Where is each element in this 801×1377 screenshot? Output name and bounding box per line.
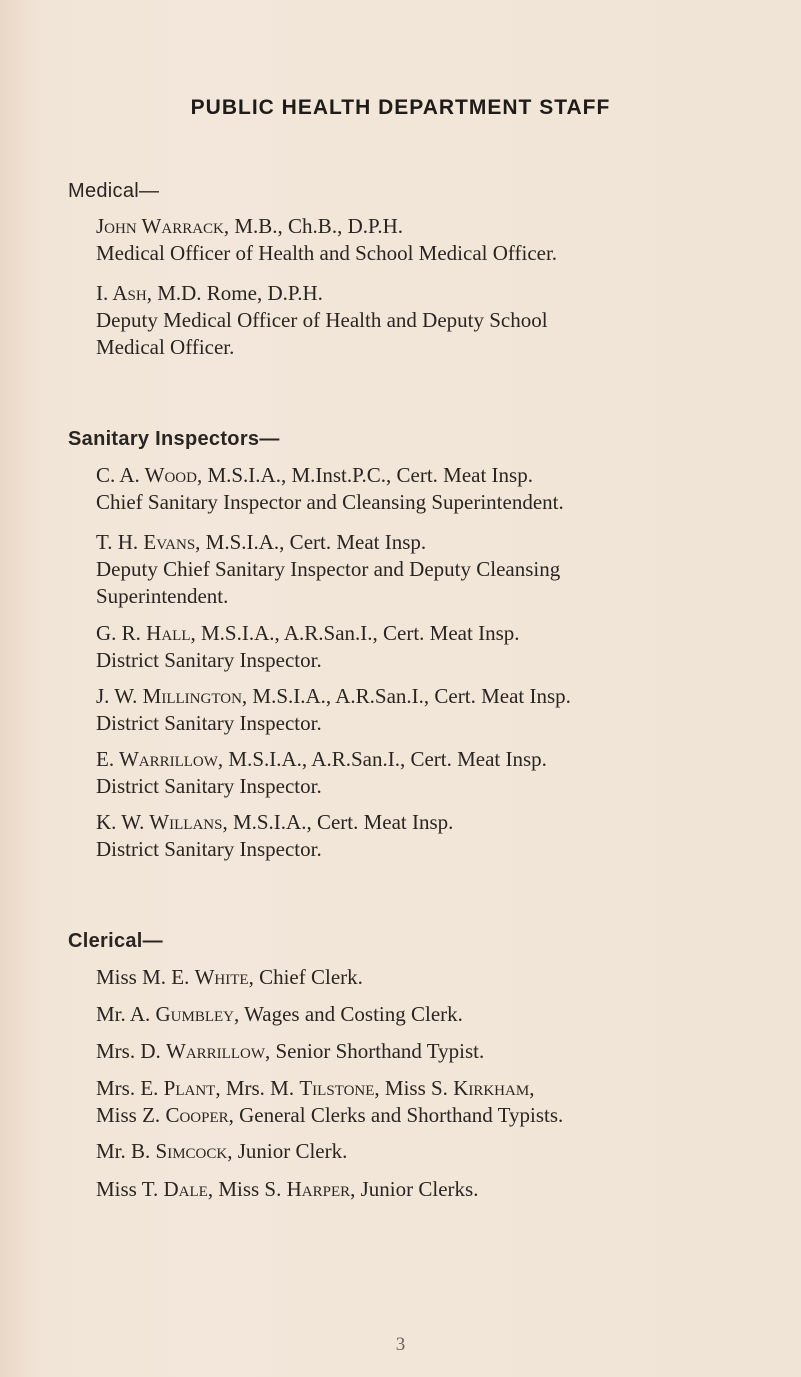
- staff-name: E. Warrillow: [96, 747, 218, 771]
- staff-role: , Junior Clerk.: [227, 1139, 348, 1163]
- staff-line: [96, 1038, 484, 1065]
- staff-entry: [96, 683, 571, 737]
- staff-entry: [96, 213, 557, 267]
- staff-qualifications: , M.S.I.A., Cert. Meat Insp.: [195, 530, 427, 554]
- staff-title: , Miss S.: [374, 1076, 454, 1100]
- staff-title: Miss T.: [96, 1177, 164, 1201]
- staff-name: John Warrack: [96, 214, 224, 238]
- staff-line: [96, 1075, 563, 1102]
- punctuation: ,: [529, 1076, 535, 1100]
- staff-title: Mr. B.: [96, 1139, 156, 1163]
- staff-line: [96, 1138, 347, 1165]
- staff-qualifications: , M.S.I.A., A.R.San.I., Cert. Meat Insp.: [190, 621, 520, 645]
- staff-name: Simcock: [155, 1139, 228, 1163]
- staff-name: K. W. Willans: [96, 810, 223, 834]
- staff-role: , Senior Shorthand Typist.: [265, 1039, 485, 1063]
- staff-line: [96, 1102, 563, 1129]
- staff-line: [96, 964, 363, 991]
- staff-qualifications: , M.S.I.A., M.Inst.P.C., Cert. Meat Insp.: [196, 463, 533, 487]
- staff-name: White: [194, 965, 249, 989]
- staff-entry: [96, 746, 547, 800]
- staff-name-line: [96, 529, 560, 556]
- staff-entry: [96, 1176, 478, 1203]
- staff-qualifications: , M.D. Rome, D.P.H.: [146, 281, 323, 305]
- staff-entry: [96, 1075, 563, 1129]
- staff-entry: [96, 280, 548, 361]
- staff-name: J. W. Millington: [96, 684, 242, 708]
- staff-entry: [96, 620, 520, 674]
- staff-name: I. Ash: [96, 281, 147, 305]
- staff-role: , Wages and Costing Clerk.: [234, 1002, 463, 1026]
- staff-title: Mr. A.: [96, 1002, 156, 1026]
- staff-name-line: [96, 213, 557, 240]
- section-heading-clerical: Clerical—: [68, 930, 163, 952]
- staff-qualifications: , M.S.I.A., Cert. Meat Insp.: [222, 810, 454, 834]
- staff-title: Miss M. E.: [96, 965, 195, 989]
- staff-name-line: [96, 746, 547, 773]
- staff-name: Warrillow: [166, 1039, 265, 1063]
- staff-role: , General Clerks and Shorthand Typists.: [228, 1103, 564, 1127]
- staff-role: Medical Officer of Health and School Medical Officer.: [96, 241, 558, 265]
- staff-role-continued: Medical Officer.: [96, 335, 235, 359]
- staff-name: Plant: [163, 1076, 216, 1100]
- section-heading-sanitary-inspectors: Sanitary Inspectors—: [68, 428, 280, 450]
- staff-entry: [96, 1138, 347, 1165]
- staff-name-line: [96, 280, 548, 307]
- staff-entry: [96, 1038, 484, 1065]
- staff-name: Gumbley: [155, 1002, 235, 1026]
- staff-title: , Mrs. M.: [215, 1076, 300, 1100]
- staff-title: Mrs. D.: [96, 1039, 167, 1063]
- page-title: PUBLIC HEALTH DEPARTMENT STAFF: [190, 96, 611, 119]
- staff-role: Deputy Medical Officer of Health and Deputy School: [96, 308, 548, 332]
- staff-qualifications: , M.S.I.A., A.R.San.I., Cert. Meat Insp.: [217, 747, 547, 771]
- staff-qualifications: , M.B., Ch.B., D.P.H.: [223, 214, 404, 238]
- staff-name-line: [96, 462, 564, 489]
- section-heading-medical: Medical—: [68, 180, 160, 202]
- staff-title: Mrs. E.: [96, 1076, 164, 1100]
- staff-entry: [96, 462, 564, 516]
- staff-name: Cooper: [165, 1103, 229, 1127]
- staff-role-continued: Superintendent.: [96, 584, 229, 608]
- staff-title: , Miss S.: [207, 1177, 287, 1201]
- staff-title: Miss Z.: [96, 1103, 166, 1127]
- staff-name: Tilstone: [299, 1076, 375, 1100]
- staff-name: Dale: [163, 1177, 208, 1201]
- staff-role: District Sanitary Inspector.: [96, 711, 322, 735]
- staff-role: , Junior Clerks.: [350, 1177, 479, 1201]
- staff-name: Kirkham: [453, 1076, 530, 1100]
- staff-entry: [96, 809, 453, 863]
- staff-role: Chief Sanitary Inspector and Cleansing Superintendent.: [96, 490, 564, 514]
- staff-name: Harper: [286, 1177, 351, 1201]
- page-number: 3: [395, 1334, 406, 1355]
- staff-line: [96, 1176, 478, 1203]
- staff-name: C. A. Wood: [96, 463, 197, 487]
- staff-name: T. H. Evans: [96, 530, 196, 554]
- staff-name-line: [96, 683, 571, 710]
- staff-role: Deputy Chief Sanitary Inspector and Deputy Cleansing: [96, 557, 561, 581]
- staff-line: [96, 1001, 463, 1028]
- staff-role: District Sanitary Inspector.: [96, 837, 322, 861]
- staff-role: District Sanitary Inspector.: [96, 648, 322, 672]
- staff-role: District Sanitary Inspector.: [96, 774, 322, 798]
- staff-name-line: [96, 620, 520, 647]
- staff-role: , Chief Clerk.: [248, 965, 363, 989]
- staff-name: G. R. Hall: [96, 621, 191, 645]
- staff-qualifications: , M.S.I.A., A.R.San.I., Cert. Meat Insp.: [241, 684, 571, 708]
- staff-entry: [96, 964, 363, 991]
- staff-name-line: [96, 809, 453, 836]
- staff-entry: [96, 1001, 463, 1028]
- staff-entry: [96, 529, 560, 610]
